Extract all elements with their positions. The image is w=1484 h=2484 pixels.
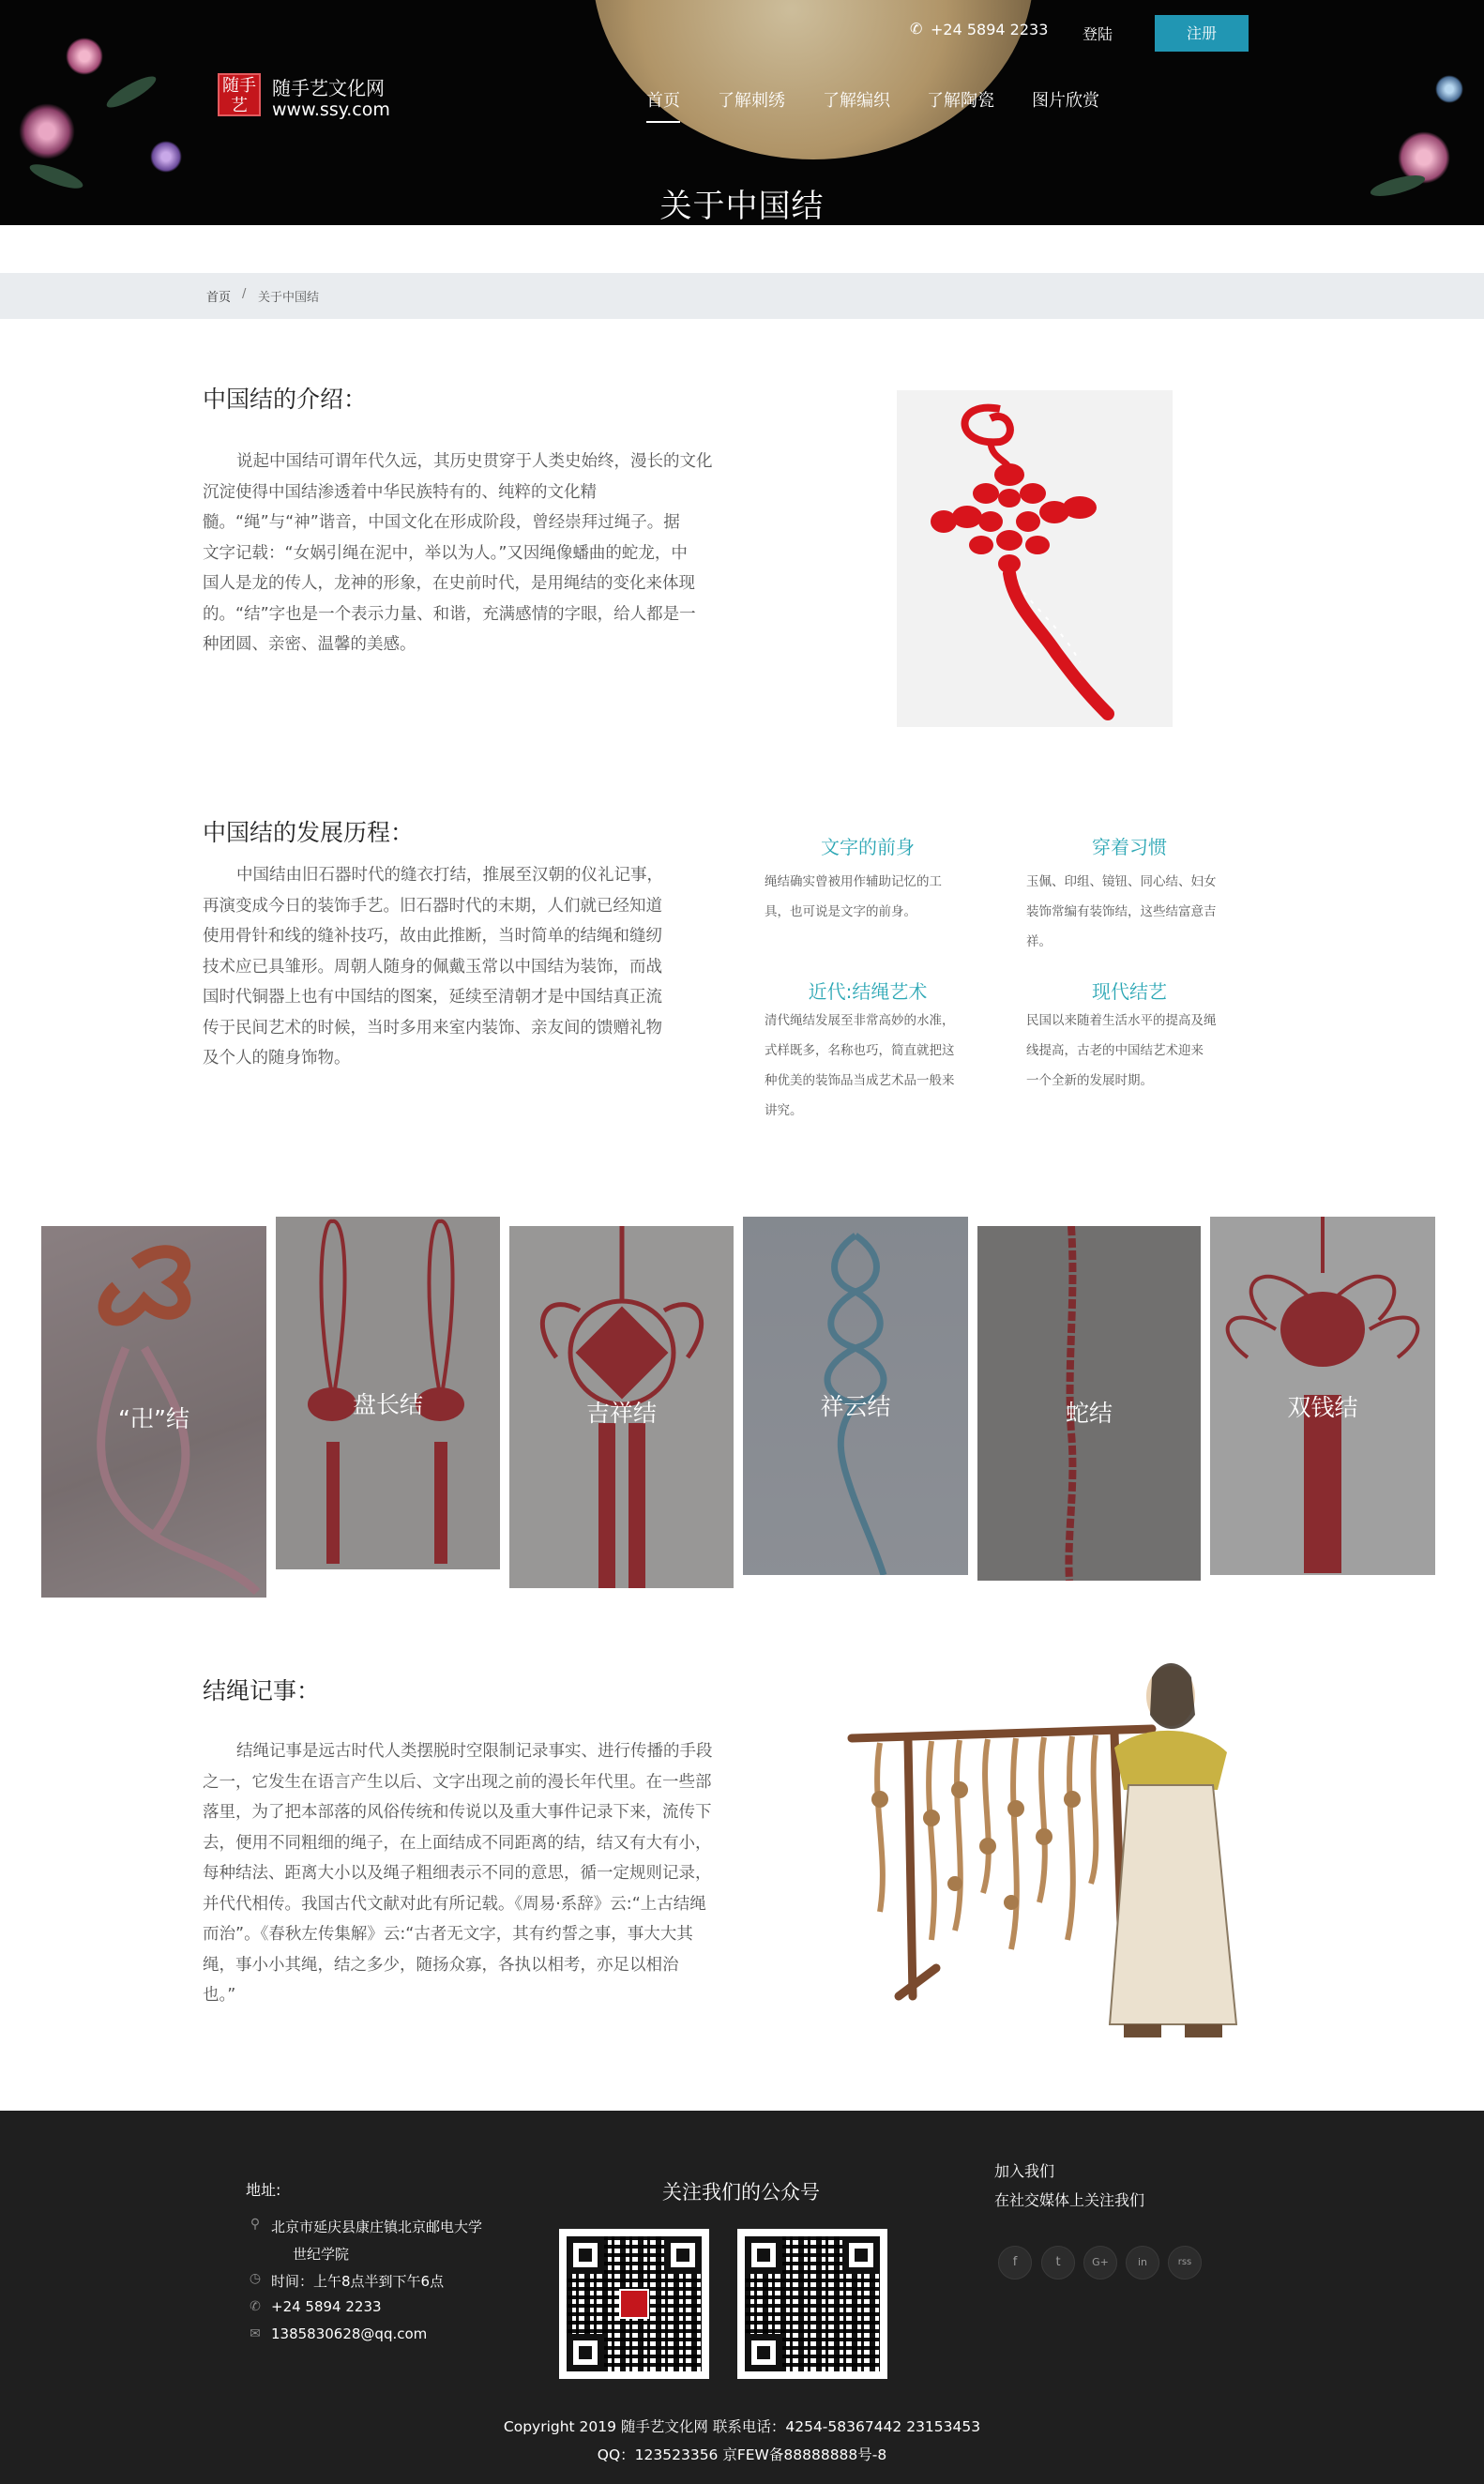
mail-icon: ✉ (250, 2326, 261, 2341)
stage-line: 讲究。 (765, 1103, 803, 1118)
history-line: 及个人的随身饰物。 (203, 1049, 351, 1068)
qr-code-secondary (737, 2229, 887, 2379)
facebook-icon[interactable]: f (998, 2246, 1032, 2280)
icp-record: QQ：123523356 京FEW备88888888号-8 (597, 2446, 887, 2463)
records-heading: 结绳记事： (203, 1677, 321, 1704)
intro-line: 国人是龙的传人，龙神的形象，在史前时代，是用绳结的变化来体现 (203, 574, 695, 593)
qr-finder (567, 2334, 604, 2371)
stage-text (1026, 1006, 1233, 1096)
hero-banner (0, 0, 1484, 225)
knot-label: 吉祥结 (585, 1400, 657, 1427)
intro-text (203, 447, 737, 660)
stage-line: 具，也可说是文字的前身。 (765, 904, 916, 919)
history-line: 中国结由旧石器时代的缝衣打结，推展至汉朝的仪礼记事， (236, 866, 663, 885)
intro-line: 说起中国结可谓年代久远，其历史贯穿于人类史始终，漫长的文化 (236, 452, 713, 471)
leaf-decoration (103, 71, 159, 113)
clock-icon: ◷ (249, 2271, 262, 2286)
topbar-phone: +24 5894 2233 (931, 21, 1049, 38)
nav-item-embroidery[interactable]: 了解刺绣 (718, 91, 785, 111)
address-label: 地址: (246, 2181, 281, 2199)
floral-decoration (1435, 75, 1463, 103)
floral-decoration (150, 141, 182, 173)
qr-finder (745, 2236, 782, 2274)
phone-icon: ✆ (250, 2299, 261, 2314)
history-text (203, 860, 690, 1074)
login-link[interactable]: 登陆 (1083, 25, 1113, 43)
knot-tile[interactable] (977, 1226, 1201, 1581)
site-footer (0, 2111, 1484, 2484)
records-line: 之一，它发生在语言产生以后、文字出现之前的漫长年代里。在一些部 (203, 1772, 712, 1792)
stage-card (765, 832, 971, 927)
intro-line: 沉淀使得中国结渗透着中华民族特有的、纯粹的文化精 (203, 482, 597, 502)
stage-line: 装饰常编有装饰结，这些结富意吉 (1026, 904, 1217, 919)
linkedin-icon[interactable]: in (1126, 2246, 1159, 2280)
knot-records-illustration (842, 1659, 1274, 2043)
knot-tile[interactable] (41, 1226, 266, 1598)
stage-card (765, 977, 971, 1126)
stage-title: 穿着习惯 (1092, 836, 1167, 858)
stage-line: 民国以来随着生活水平的提高及绳 (1026, 1013, 1217, 1028)
knot-label: 祥云结 (820, 1393, 891, 1420)
knot-tile[interactable] (276, 1217, 500, 1569)
stage-text (1026, 867, 1233, 957)
google-plus-icon[interactable]: G+ (1083, 2246, 1117, 2280)
history-heading: 中国结的发展历程： (203, 819, 415, 846)
breadcrumb-home[interactable]: 首页 (206, 291, 232, 305)
stage-line: 清代绳结发展至非常高妙的水准， (765, 1013, 955, 1028)
opening-hours: 时间：上午8点半到下午6点 (271, 2273, 445, 2290)
knot-label: 盘长结 (352, 1391, 423, 1418)
qr-code-pattern (745, 2236, 880, 2371)
history-line: 传于民间艺术的时候，当时多用来室内装饰、亲友间的馈赠礼物 (203, 1018, 662, 1038)
records-line: 也。” (203, 1986, 236, 2005)
follow-title: 关注我们的公众号 (662, 2181, 820, 2204)
stage-card (1026, 832, 1233, 957)
knot-tile[interactable] (509, 1226, 734, 1588)
records-line: 并代代相传。我国古代文献对此有所记载。《周易·系辞》云:“上古结绳 (203, 1894, 706, 1914)
register-button[interactable]: 注册 (1155, 15, 1249, 52)
stage-text (765, 1006, 971, 1126)
stage-line: 绳结确实曾被用作辅助记忆的工 (765, 874, 942, 889)
history-line: 再演变成今日的装饰手艺。旧石器时代的末期，人们就已经知道 (203, 896, 662, 916)
knot-tile[interactable] (1210, 1217, 1435, 1575)
records-line: 每种结法、距离大小以及绳子粗细表示不同的意思，循一定规则记录， (203, 1864, 712, 1883)
records-text (203, 1736, 737, 2011)
stage-line: 祥。 (1026, 934, 1052, 949)
nav-item-home[interactable]: 首页 (646, 87, 680, 112)
records-line: 去，便用不同粗细的绳子，在上面结成不同距离的结，结又有大有小， (203, 1833, 712, 1853)
history-line: 使用骨针和线的缝补技巧，故由此推断，当时简单的结绳和缝纫 (203, 927, 662, 946)
twitter-icon[interactable]: t (1041, 2246, 1075, 2280)
map-pin-icon: ⚲ (250, 2217, 261, 2232)
records-line: 落里，为了把本部落的风俗传统和传说以及重大事件记录下来，流传下 (203, 1803, 712, 1822)
stage-line: 线提高，古老的中国结艺术迎来 (1026, 1043, 1204, 1058)
floral-decoration (66, 38, 103, 75)
intro-line: 髓。“绳”与“神”谐音，中国文化在形成阶段，曾经崇拜过绳子。据 (203, 513, 680, 532)
nav-item-gallery[interactable]: 图片欣赏 (1032, 91, 1099, 111)
qr-finder (664, 2236, 702, 2274)
qr-logo (619, 2289, 649, 2319)
breadcrumb-separator: / (242, 287, 247, 301)
footer-phone: +24 5894 2233 (271, 2298, 382, 2315)
follow-social-label: 在社交媒体上关注我们 (994, 2191, 1145, 2209)
ancient-man-with-knotted-ropes (842, 1659, 1274, 2043)
qr-finder (745, 2334, 782, 2371)
chinese-knot-illustration (897, 390, 1173, 727)
footer-email[interactable]: 1385830628@qq.com (271, 2325, 428, 2342)
qr-finder (567, 2236, 604, 2274)
stage-line: 一个全新的发展时期。 (1026, 1073, 1153, 1088)
address-line: 北京市延庆县康庄镇北京邮电大学 (271, 2219, 483, 2235)
intro-line: 文字记载：“女娲引绳在泥中，举以为人。”又因绳像蟠曲的蛇龙，中 (203, 543, 688, 563)
intro-line: 种团圆、亲密、温馨的美感。 (203, 635, 416, 654)
stage-line: 式样既多，名称也巧，简直就把这 (765, 1043, 955, 1058)
site-logo[interactable]: 随手艺 (218, 73, 261, 116)
phone-icon: ✆ (910, 20, 923, 38)
site-url: www.ssy.com (272, 99, 390, 120)
records-line: 而治”。《春秋左传集解》云:“古者无文字，其有约誓之事，事大大其 (203, 1925, 693, 1944)
records-line: 结绳记事是远古时代人类摆脱时空限制记录事实、进行传播的手段 (236, 1742, 713, 1761)
stage-text (765, 867, 971, 927)
copyright: Copyright 2019 随手艺文化网 联系电话：4254-58367442 23153453 (503, 2418, 981, 2435)
intro-heading: 中国结的介绍： (203, 386, 368, 413)
stage-title: 文字的前身 (821, 836, 915, 858)
intro-line: 的。“结”字也是一个表示力量、和谐，充满感情的字眼，给人都是一 (203, 604, 696, 624)
address-line: 世纪学院 (293, 2246, 350, 2263)
rss-icon[interactable]: rss (1168, 2246, 1202, 2280)
join-us-label: 加入我们 (994, 2162, 1055, 2180)
history-line: 国时代铜器上也有中国结的图案，延续至清朝才是中国结真正流 (203, 988, 662, 1007)
site-name[interactable]: 随手艺文化网 (272, 77, 385, 99)
history-line: 技术应已具雏形。周朝人随身的佩戴玉常以中国结为装饰，而战 (203, 957, 662, 977)
knot-label: 蛇结 (1065, 1400, 1113, 1427)
qr-finder (842, 2236, 880, 2274)
knot-label: 双钱结 (1287, 1394, 1358, 1421)
knot-tile[interactable] (743, 1217, 968, 1575)
stage-line: 玉佩、印组、镜钮、同心结、妇女 (1026, 874, 1217, 889)
stage-title: 现代结艺 (1092, 980, 1167, 1003)
page-title: 关于中国结 (659, 188, 825, 225)
stage-card (1026, 977, 1233, 1096)
stage-line: 种优美的装饰品当成艺术品一般来 (765, 1073, 955, 1088)
nav-item-weaving[interactable]: 了解编织 (823, 91, 890, 111)
nav-item-ceramics[interactable]: 了解陶瓷 (927, 91, 994, 111)
floral-decoration (19, 103, 75, 159)
knot-label: “卍”结 (118, 1405, 189, 1432)
qr-code-pattern (567, 2236, 702, 2371)
chinese-knot-image (897, 390, 1173, 727)
stage-title: 近代:结绳艺术 (808, 980, 928, 1003)
records-line: 绳，事小小其绳，结之多少，随扬众寡，各执以相考，亦足以相治 (203, 1955, 679, 1975)
qr-code-wechat (559, 2229, 709, 2379)
breadcrumb-current: 关于中国结 (258, 291, 320, 305)
breadcrumb (0, 273, 1484, 319)
